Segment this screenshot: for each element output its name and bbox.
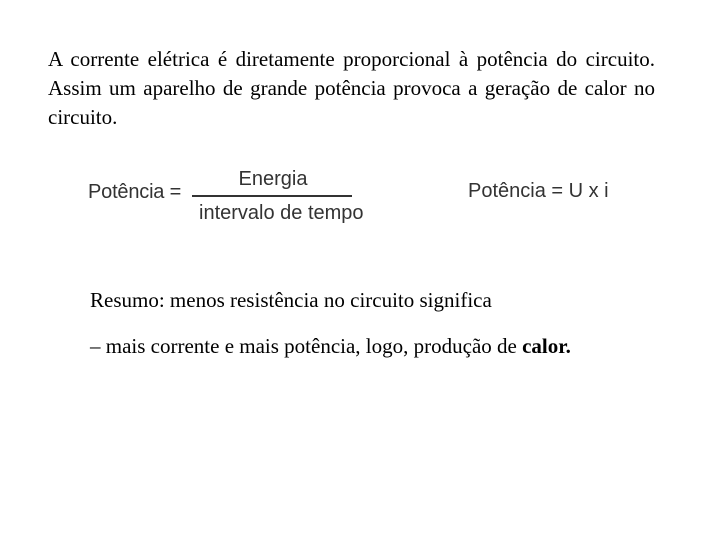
summary-line-1: Resumo: menos resistência no circuito significa	[90, 288, 492, 312]
summary-emphasis-word: calor.	[522, 334, 571, 358]
intro-paragraph: A corrente elétrica é diretamente proporcional à potência do circuito. Assim um aparelho de grande potência provoca a geração de calor no circuito.	[48, 47, 655, 129]
summary-line-2	[90, 334, 571, 359]
power-energy-formula	[88, 168, 378, 230]
formula-denominator: intervalo de tempo	[199, 202, 364, 224]
power-voltage-current-formula: Potência = U x i	[468, 180, 609, 202]
formula-lhs: Potência =	[88, 181, 182, 203]
formula-numerator: Energia	[238, 168, 308, 190]
formula-fraction	[192, 168, 364, 230]
summary-line-2-text: – mais corrente e mais potência, logo, produção de	[90, 334, 523, 358]
fraction-bar	[192, 195, 352, 197]
